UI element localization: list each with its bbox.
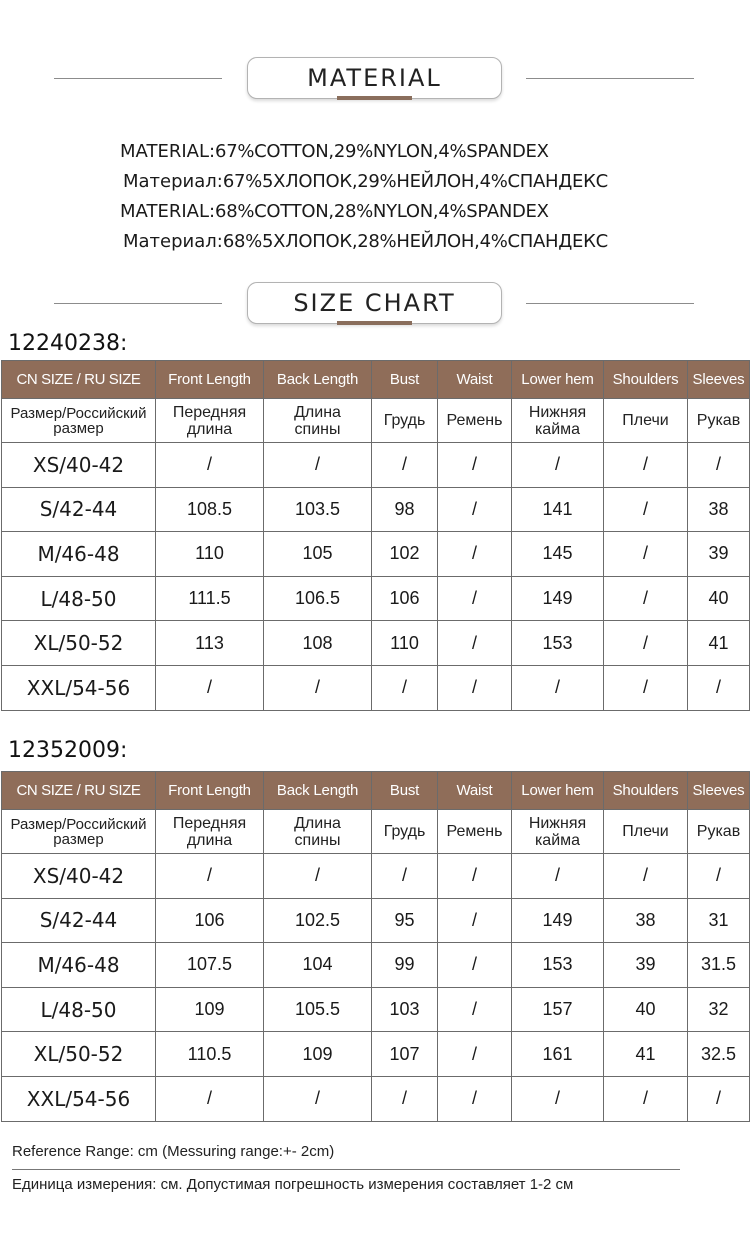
column-header: Sleeves <box>688 772 750 810</box>
column-header: Front Length <box>156 361 264 399</box>
measurement-cell: 32 <box>688 987 750 1032</box>
measurement-cell: / <box>264 854 372 899</box>
ru-header-line: спины <box>294 831 341 849</box>
measurement-cell: 110 <box>156 532 264 577</box>
measurement-cell: / <box>604 576 688 621</box>
measurement-cell: 107 <box>372 1032 438 1077</box>
measurement-cell: 105 <box>264 532 372 577</box>
divider-line <box>54 78 222 79</box>
measurement-cell: / <box>156 665 264 710</box>
title-underline <box>337 321 412 325</box>
table-row <box>2 943 750 988</box>
measurement-cell: / <box>372 1076 438 1121</box>
material-label: MATERIAL: <box>120 140 216 162</box>
measurement-cell: / <box>604 854 688 899</box>
material-list <box>120 136 680 256</box>
table-row <box>2 1032 750 1077</box>
measurement-cell: / <box>512 1076 604 1121</box>
table-row <box>2 443 750 488</box>
measurement-cell: 102 <box>372 532 438 577</box>
measurement-cell: 40 <box>604 987 688 1032</box>
ru-column-header <box>372 810 438 854</box>
column-header: CN SIZE / RU SIZE <box>2 361 156 399</box>
table-row <box>2 532 750 577</box>
ru-column-header <box>512 810 604 854</box>
material-row <box>120 196 680 226</box>
measurement-cell: 149 <box>512 576 604 621</box>
ru-header-line: Рукав <box>696 412 741 429</box>
material-row <box>120 166 680 196</box>
measurement-cell: / <box>604 1076 688 1121</box>
measurement-cell: / <box>512 443 604 488</box>
divider-line <box>54 303 222 304</box>
table-row <box>2 1076 750 1121</box>
measurement-cell: 141 <box>512 487 604 532</box>
size-chart-heading <box>0 282 750 326</box>
ru-header-line: Грудь <box>383 412 426 429</box>
material-heading <box>0 57 750 101</box>
measurement-cell: 95 <box>372 898 438 943</box>
measurement-cell: / <box>438 576 512 621</box>
ru-column-header <box>2 810 156 854</box>
ru-header-line: Ремень <box>446 823 503 840</box>
measurement-cell: 106 <box>372 576 438 621</box>
measurement-cell: / <box>438 898 512 943</box>
column-header: Back Length <box>264 361 372 399</box>
measurement-cell: / <box>512 665 604 710</box>
column-header: Front Length <box>156 772 264 810</box>
ru-header-line: Плечи <box>622 823 669 840</box>
ru-column-header <box>688 399 750 443</box>
ru-header-line: размер <box>53 830 104 848</box>
ru-column-header <box>2 399 156 443</box>
measurement-cell: 157 <box>512 987 604 1032</box>
ru-column-header <box>688 810 750 854</box>
measurement-cell: 40 <box>688 576 750 621</box>
measurement-cell: 103 <box>372 987 438 1032</box>
measurement-cell: 153 <box>512 943 604 988</box>
ru-header-line: длина <box>186 420 233 438</box>
measurement-cell: / <box>438 1032 512 1077</box>
measurement-cell: / <box>688 854 750 899</box>
measurement-cell: / <box>438 665 512 710</box>
measurement-cell: / <box>264 665 372 710</box>
table-row <box>2 854 750 899</box>
measurement-cell: 149 <box>512 898 604 943</box>
measurement-cell: / <box>438 1076 512 1121</box>
ru-column-header <box>604 399 688 443</box>
table-row <box>2 576 750 621</box>
size-label-cell: M/46-48 <box>2 532 156 577</box>
column-header: Bust <box>372 361 438 399</box>
measurement-cell: 105.5 <box>264 987 372 1032</box>
size-label-cell: S/42-44 <box>2 487 156 532</box>
measurement-cell: 110.5 <box>156 1032 264 1077</box>
divider-line <box>526 78 694 79</box>
table-row <box>2 665 750 710</box>
ru-column-header <box>512 399 604 443</box>
ru-column-header <box>438 810 512 854</box>
table-row <box>2 487 750 532</box>
divider-line <box>526 303 694 304</box>
material-row <box>120 226 680 256</box>
column-header: Waist <box>438 361 512 399</box>
measurement-cell: 98 <box>372 487 438 532</box>
ru-column-header <box>372 399 438 443</box>
measurement-cell: 31.5 <box>688 943 750 988</box>
measurement-cell: 38 <box>604 898 688 943</box>
size-label-cell: L/48-50 <box>2 987 156 1032</box>
measurement-cell: / <box>372 854 438 899</box>
measurement-cell: 110 <box>372 621 438 666</box>
table-row <box>2 987 750 1032</box>
measurement-cell: 111.5 <box>156 576 264 621</box>
ru-column-header <box>604 810 688 854</box>
measurement-cell: / <box>156 854 264 899</box>
product-code: 12240238: <box>8 331 128 356</box>
measurement-cell: / <box>264 443 372 488</box>
ru-header-line: Рукав <box>696 823 741 840</box>
ru-header-line: длина <box>186 831 233 849</box>
material-label: Материал: <box>123 230 223 252</box>
size-label-cell: S/42-44 <box>2 898 156 943</box>
ru-header-line: размер <box>53 419 104 437</box>
header-row <box>2 772 750 810</box>
table-row <box>2 898 750 943</box>
size-label-cell: XS/40-42 <box>2 443 156 488</box>
measurement-cell: 103.5 <box>264 487 372 532</box>
material-row <box>120 136 680 166</box>
ru-header-line: кайма <box>534 831 581 849</box>
measurement-cell: / <box>604 665 688 710</box>
product-code: 12352009: <box>8 738 128 763</box>
ru-column-header <box>156 810 264 854</box>
size-label-cell: XXL/54-56 <box>2 1076 156 1121</box>
measurement-cell: / <box>156 443 264 488</box>
size-label-cell: M/46-48 <box>2 943 156 988</box>
measurement-cell: / <box>688 1076 750 1121</box>
measurement-cell: / <box>688 665 750 710</box>
measurement-cell: / <box>372 665 438 710</box>
size-chart-title: SIZE CHART <box>247 282 502 324</box>
column-header: Back Length <box>264 772 372 810</box>
header-row <box>2 361 750 399</box>
size-label-cell: L/48-50 <box>2 576 156 621</box>
ru-header-line: Длина <box>294 814 341 832</box>
measurement-cell: / <box>438 621 512 666</box>
measurement-cell: / <box>438 854 512 899</box>
measurement-cell: 108.5 <box>156 487 264 532</box>
ru-header-line: Плечи <box>622 412 669 429</box>
ru-column-header <box>156 399 264 443</box>
ru-column-header <box>264 399 372 443</box>
measurement-note-ru: Единица измерения: см. Допустимая погрешность измерения составляет 1-2 см <box>12 1176 574 1193</box>
measurement-cell: / <box>604 487 688 532</box>
material-value: 67%COTTON,29%NYLON,4%SPANDEX <box>215 140 549 162</box>
ru-header-line: Нижняя <box>528 403 587 421</box>
ru-header-line: спины <box>294 420 341 438</box>
column-header: Lower hem <box>512 772 604 810</box>
measurement-cell: 145 <box>512 532 604 577</box>
ru-header-line: Передняя <box>172 403 247 421</box>
measurement-cell: 39 <box>688 532 750 577</box>
ru-header-row <box>2 399 750 443</box>
measurement-cell: 106 <box>156 898 264 943</box>
measurement-cell: 106.5 <box>264 576 372 621</box>
title-underline <box>337 96 412 100</box>
ru-header-row <box>2 810 750 854</box>
measurement-cell: 104 <box>264 943 372 988</box>
ru-column-header <box>264 810 372 854</box>
measurement-cell: 153 <box>512 621 604 666</box>
measurement-cell: 108 <box>264 621 372 666</box>
measurement-cell: / <box>604 443 688 488</box>
size-label-cell: XS/40-42 <box>2 854 156 899</box>
measurement-cell: 32.5 <box>688 1032 750 1077</box>
measurement-cell: 102.5 <box>264 898 372 943</box>
column-header: Lower hem <box>512 361 604 399</box>
size-label-cell: XXL/54-56 <box>2 665 156 710</box>
ru-header-line: Передняя <box>172 814 247 832</box>
measurement-cell: 39 <box>604 943 688 988</box>
measurement-cell: / <box>688 443 750 488</box>
measurement-cell: / <box>264 1076 372 1121</box>
size-table <box>1 360 750 711</box>
measurement-cell: 113 <box>156 621 264 666</box>
size-label-cell: XL/50-52 <box>2 621 156 666</box>
ru-header-line: Размер/Российский <box>10 404 147 422</box>
table-row <box>2 621 750 666</box>
divider-line <box>12 1169 680 1170</box>
material-value: 68%5ХЛОПОК,28%НЕЙЛОН,4%СПАНДЕКС <box>222 230 608 252</box>
measurement-cell: / <box>438 532 512 577</box>
material-value: 68%COTTON,28%NYLON,4%SPANDEX <box>215 200 549 222</box>
size-table <box>1 771 750 1122</box>
column-header: Shoulders <box>604 772 688 810</box>
measurement-cell: 161 <box>512 1032 604 1077</box>
measurement-cell: / <box>372 443 438 488</box>
measurement-cell: 109 <box>156 987 264 1032</box>
column-header: CN SIZE / RU SIZE <box>2 772 156 810</box>
ru-header-line: Нижняя <box>528 814 587 832</box>
reference-range-text: Reference Range: cm (Messuring range:+- 2cm) <box>12 1143 335 1160</box>
material-value: 67%5ХЛОПОК,29%НЕЙЛОН,4%СПАНДЕКС <box>222 170 608 192</box>
ru-header-line: Размер/Российский <box>10 815 147 833</box>
measurement-cell: 107.5 <box>156 943 264 988</box>
column-header: Bust <box>372 772 438 810</box>
ru-header-line: Ремень <box>446 412 503 429</box>
measurement-cell: / <box>438 487 512 532</box>
column-header: Shoulders <box>604 361 688 399</box>
measurement-cell: 41 <box>688 621 750 666</box>
measurement-cell: / <box>604 532 688 577</box>
measurement-cell: / <box>438 443 512 488</box>
measurement-cell: 99 <box>372 943 438 988</box>
ru-header-line: Длина <box>294 403 341 421</box>
measurement-cell: / <box>156 1076 264 1121</box>
measurement-cell: / <box>438 987 512 1032</box>
measurement-cell: / <box>512 854 604 899</box>
measurement-cell: 41 <box>604 1032 688 1077</box>
column-header: Waist <box>438 772 512 810</box>
size-label-cell: XL/50-52 <box>2 1032 156 1077</box>
measurement-cell: / <box>438 943 512 988</box>
material-label: MATERIAL: <box>120 200 216 222</box>
material-title: MATERIAL <box>247 57 502 99</box>
ru-header-line: кайма <box>534 420 581 438</box>
measurement-cell: 109 <box>264 1032 372 1077</box>
ru-header-line: Грудь <box>383 823 426 840</box>
measurement-cell: 31 <box>688 898 750 943</box>
ru-column-header <box>438 399 512 443</box>
measurement-cell: 38 <box>688 487 750 532</box>
measurement-cell: / <box>604 621 688 666</box>
column-header: Sleeves <box>688 361 750 399</box>
material-label: Материал: <box>123 170 223 192</box>
